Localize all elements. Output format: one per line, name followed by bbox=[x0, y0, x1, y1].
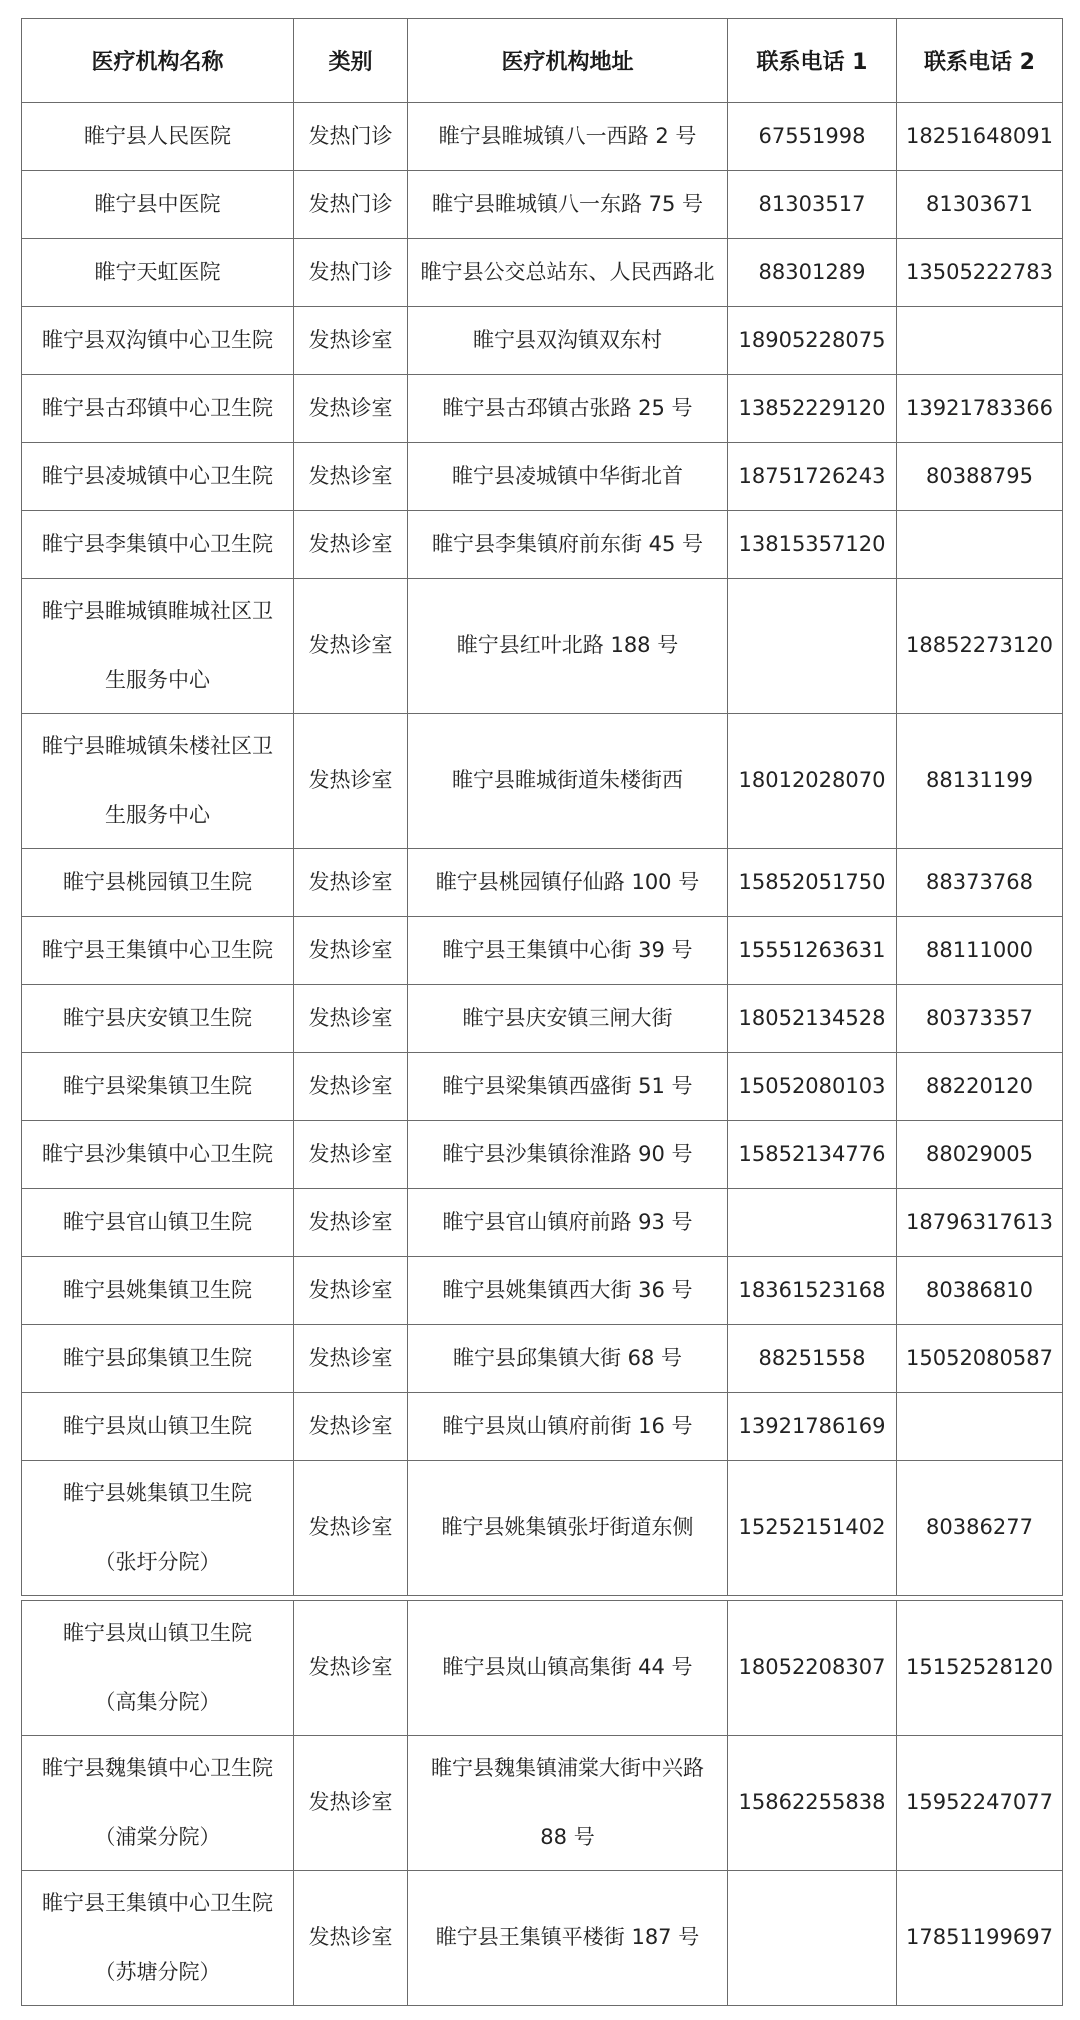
facility-name bbox=[22, 714, 294, 849]
facility-category bbox=[294, 917, 408, 985]
facility-address bbox=[408, 1736, 728, 1871]
facility-address bbox=[408, 1257, 728, 1325]
facility-name-line1: 睢宁县王集镇中心卫生院 bbox=[42, 937, 273, 962]
facility-name bbox=[22, 985, 294, 1053]
facility-category-line1: 发热诊室 bbox=[308, 1005, 393, 1030]
phone-2 bbox=[897, 1461, 1063, 1596]
facility-category-line1: 发热诊室 bbox=[308, 869, 393, 894]
facility-address-line1: 睢宁县梁集镇西盛街 51 号 bbox=[442, 1073, 693, 1098]
phone-2-line1: 80386277 bbox=[926, 1515, 1033, 1540]
phone-1-line1: 18012028070 bbox=[738, 768, 886, 793]
facility-category-line1: 发热诊室 bbox=[308, 327, 393, 352]
phone-1-line1: 18751726243 bbox=[738, 463, 886, 488]
phone-2 bbox=[897, 103, 1063, 171]
phone-1 bbox=[728, 1053, 897, 1121]
facility-name-line1: 睢宁县古邳镇中心卫生院 bbox=[42, 395, 273, 420]
facility-category-line1: 发热诊室 bbox=[308, 768, 393, 793]
facility-name-line1: 睢宁县人民医院 bbox=[84, 123, 231, 148]
facility-name bbox=[22, 1189, 294, 1257]
facility-name-line2: 生服务中心 bbox=[105, 802, 210, 827]
facility-address-line1: 睢宁县姚集镇张圩街道东侧 bbox=[441, 1515, 694, 1540]
facility-name-line1: 睢宁县姚集镇卫生院 bbox=[63, 1481, 252, 1506]
facility-address-line1: 睢宁县睢城镇八一西路 2 号 bbox=[438, 123, 697, 148]
phone-1-line1: 15852134776 bbox=[738, 1141, 886, 1166]
phone-1 bbox=[728, 1393, 897, 1461]
facility-address bbox=[408, 985, 728, 1053]
table-row bbox=[22, 1461, 1063, 1596]
facility-address bbox=[408, 1601, 728, 1736]
phone-1-line1: 13815357120 bbox=[738, 531, 886, 556]
facility-name-line1: 睢宁县睢城镇睢城社区卫 bbox=[42, 599, 273, 624]
facility-name-line1: 睢宁县王集镇中心卫生院 bbox=[42, 1891, 273, 1916]
facility-address bbox=[408, 579, 728, 714]
facility-address bbox=[408, 917, 728, 985]
facility-address bbox=[408, 1461, 728, 1596]
phone-2 bbox=[897, 511, 1063, 579]
table-row bbox=[22, 1189, 1063, 1257]
facility-table-continued-body bbox=[22, 1601, 1063, 2006]
facility-address-line1: 睢宁县桃园镇仔仙路 100 号 bbox=[435, 869, 700, 894]
phone-1 bbox=[728, 171, 897, 239]
phone-2 bbox=[897, 1393, 1063, 1461]
facility-category-line1: 发热诊室 bbox=[308, 1073, 393, 1098]
phone-2-line1: 18251648091 bbox=[906, 123, 1053, 148]
phone-2-line1: 18852273120 bbox=[906, 633, 1053, 658]
phone-1-line1: 18052208307 bbox=[738, 1655, 886, 1680]
facility-address-line1: 睢宁县岚山镇高集街 44 号 bbox=[442, 1655, 693, 1680]
facility-name bbox=[22, 103, 294, 171]
facility-category bbox=[294, 375, 408, 443]
phone-1 bbox=[728, 1121, 897, 1189]
phone-1 bbox=[728, 1325, 897, 1393]
phone-2-line1: 13921783366 bbox=[906, 395, 1053, 420]
table-row bbox=[22, 443, 1063, 511]
facility-category bbox=[294, 239, 408, 307]
facility-name bbox=[22, 443, 294, 511]
table-row bbox=[22, 1053, 1063, 1121]
facility-address bbox=[408, 714, 728, 849]
phone-2-line1: 88111000 bbox=[926, 937, 1033, 962]
phone-2-line1: 88131199 bbox=[926, 768, 1033, 793]
facility-address-line1: 睢宁县沙集镇徐淮路 90 号 bbox=[442, 1141, 693, 1166]
facility-name bbox=[22, 1393, 294, 1461]
phone-1-line1: 13921786169 bbox=[738, 1413, 886, 1438]
phone-2 bbox=[897, 849, 1063, 917]
facility-address bbox=[408, 443, 728, 511]
table-row bbox=[22, 579, 1063, 714]
facility-name-line2: 生服务中心 bbox=[105, 667, 210, 692]
facility-address-line1: 睢宁县岚山镇府前街 16 号 bbox=[442, 1413, 693, 1438]
phone-1-line1: 15551263631 bbox=[738, 937, 886, 962]
phone-2-line1: 88220120 bbox=[926, 1073, 1033, 1098]
phone-1 bbox=[728, 1871, 897, 2006]
table-row bbox=[22, 1325, 1063, 1393]
facility-address-line1: 睢宁县双沟镇双东村 bbox=[473, 327, 662, 352]
table-row bbox=[22, 239, 1063, 307]
facility-category bbox=[294, 1257, 408, 1325]
facility-name bbox=[22, 849, 294, 917]
phone-2-line1: 81303671 bbox=[926, 191, 1033, 216]
phone-2 bbox=[897, 443, 1063, 511]
facility-category-line1: 发热门诊 bbox=[308, 123, 393, 148]
facility-name bbox=[22, 239, 294, 307]
facility-category bbox=[294, 714, 408, 849]
phone-1 bbox=[728, 1736, 897, 1871]
facility-category-line1: 发热诊室 bbox=[308, 1209, 393, 1234]
facility-name-line1: 睢宁县李集镇中心卫生院 bbox=[42, 531, 273, 556]
facility-category-line1: 发热诊室 bbox=[308, 633, 393, 658]
phone-2 bbox=[897, 1189, 1063, 1257]
phone-2 bbox=[897, 239, 1063, 307]
phone-2 bbox=[897, 1601, 1063, 1736]
facility-address bbox=[408, 1053, 728, 1121]
facility-category bbox=[294, 171, 408, 239]
facility-name-line1: 睢宁天虹医院 bbox=[94, 259, 221, 284]
phone-1 bbox=[728, 985, 897, 1053]
table-row bbox=[22, 985, 1063, 1053]
phone-1 bbox=[728, 103, 897, 171]
facility-name bbox=[22, 375, 294, 443]
facility-category bbox=[294, 849, 408, 917]
facility-name bbox=[22, 1325, 294, 1393]
facility-name-line1: 睢宁县邱集镇卫生院 bbox=[63, 1345, 252, 1370]
phone-2-line1: 80373357 bbox=[926, 1005, 1033, 1030]
phone-2 bbox=[897, 714, 1063, 849]
facility-name-line1: 睢宁县官山镇卫生院 bbox=[63, 1209, 252, 1234]
phone-2-line1: 15052080587 bbox=[906, 1345, 1053, 1370]
facility-category bbox=[294, 1461, 408, 1596]
facility-category-line1: 发热诊室 bbox=[308, 1925, 393, 1950]
facility-name-line1: 睢宁县梁集镇卫生院 bbox=[63, 1073, 252, 1098]
table-row bbox=[22, 1601, 1063, 1736]
facility-address bbox=[408, 1121, 728, 1189]
phone-2 bbox=[897, 985, 1063, 1053]
phone-1-line1: 13852229120 bbox=[738, 395, 886, 420]
phone-2-line1: 80388795 bbox=[926, 463, 1033, 488]
facility-category-line1: 发热诊室 bbox=[308, 937, 393, 962]
facility-address bbox=[408, 239, 728, 307]
phone-2-line1: 15952247077 bbox=[906, 1790, 1053, 1815]
facility-name-line1: 睢宁县中医院 bbox=[94, 191, 221, 216]
facility-address bbox=[408, 1393, 728, 1461]
header-phone2: 联系电话 2 bbox=[897, 19, 1063, 103]
table-row bbox=[22, 375, 1063, 443]
phone-1-line1: 15052080103 bbox=[738, 1073, 886, 1098]
facility-name-line2: （浦棠分院） bbox=[94, 1824, 221, 1849]
phone-1 bbox=[728, 239, 897, 307]
facility-address-line1: 睢宁县官山镇府前路 93 号 bbox=[442, 1209, 693, 1234]
facility-category bbox=[294, 443, 408, 511]
facility-category bbox=[294, 1601, 408, 1736]
facility-name-line1: 睢宁县桃园镇卫生院 bbox=[63, 869, 252, 894]
facility-name bbox=[22, 307, 294, 375]
phone-1-line1: 67551998 bbox=[758, 123, 866, 148]
facility-category-line1: 发热诊室 bbox=[308, 1277, 393, 1302]
facility-category bbox=[294, 1393, 408, 1461]
facility-address-line1: 睢宁县公交总站东、人民西路北 bbox=[420, 259, 715, 284]
phone-2 bbox=[897, 917, 1063, 985]
phone-1 bbox=[728, 307, 897, 375]
phone-2 bbox=[897, 1053, 1063, 1121]
header-phone1: 联系电话 1 bbox=[728, 19, 897, 103]
facility-category bbox=[294, 1121, 408, 1189]
phone-1 bbox=[728, 714, 897, 849]
facility-category bbox=[294, 579, 408, 714]
phone-1-line1: 15852051750 bbox=[738, 869, 886, 894]
phone-1 bbox=[728, 917, 897, 985]
phone-1-line1: 15862255838 bbox=[738, 1790, 886, 1815]
facility-address-line1: 睢宁县魏集镇浦棠大街中兴路 bbox=[431, 1756, 704, 1781]
phone-2-line1: 88029005 bbox=[926, 1141, 1033, 1166]
facility-name-line2: （苏塘分院） bbox=[94, 1959, 221, 1984]
table-row bbox=[22, 307, 1063, 375]
phone-2 bbox=[897, 1121, 1063, 1189]
phone-1 bbox=[728, 511, 897, 579]
table-row bbox=[22, 1121, 1063, 1189]
facility-address-line1: 睢宁县庆安镇三闸大街 bbox=[462, 1005, 673, 1030]
phone-1-line1: 15252151402 bbox=[738, 1515, 886, 1540]
phone-2-line1: 88373768 bbox=[926, 869, 1033, 894]
facility-name bbox=[22, 511, 294, 579]
phone-2 bbox=[897, 375, 1063, 443]
facility-category-line1: 发热诊室 bbox=[308, 1141, 393, 1166]
facility-category-line1: 发热诊室 bbox=[308, 1413, 393, 1438]
header-address: 医疗机构地址 bbox=[408, 19, 728, 103]
facility-category bbox=[294, 1189, 408, 1257]
facility-name-line1: 睢宁县沙集镇中心卫生院 bbox=[42, 1141, 273, 1166]
facility-category-line1: 发热门诊 bbox=[308, 259, 393, 284]
facility-category-line1: 发热诊室 bbox=[308, 1655, 393, 1680]
facility-address bbox=[408, 171, 728, 239]
facility-category bbox=[294, 1871, 408, 2006]
table-row bbox=[22, 171, 1063, 239]
table-row bbox=[22, 511, 1063, 579]
phone-1 bbox=[728, 1257, 897, 1325]
phone-1-line1: 88301289 bbox=[758, 259, 866, 284]
table-row bbox=[22, 714, 1063, 849]
facility-address-line1: 睢宁县姚集镇西大街 36 号 bbox=[442, 1277, 693, 1302]
header-row bbox=[22, 19, 1063, 103]
facility-name-line1: 睢宁县岚山镇卫生院 bbox=[63, 1621, 252, 1646]
facility-name-line1: 睢宁县庆安镇卫生院 bbox=[63, 1005, 252, 1030]
table-row bbox=[22, 917, 1063, 985]
phone-2 bbox=[897, 579, 1063, 714]
facility-name bbox=[22, 1601, 294, 1736]
facility-name bbox=[22, 1461, 294, 1596]
facility-address-line1: 睢宁县王集镇中心街 39 号 bbox=[442, 937, 693, 962]
phone-2-line1: 17851199697 bbox=[906, 1925, 1053, 1950]
facility-address-line1: 睢宁县李集镇府前东街 45 号 bbox=[431, 531, 704, 556]
table-row bbox=[22, 849, 1063, 917]
facility-table-continued bbox=[21, 1600, 1063, 2006]
facility-address-line1: 睢宁县古邳镇古张路 25 号 bbox=[442, 395, 693, 420]
facility-name bbox=[22, 1053, 294, 1121]
phone-2 bbox=[897, 307, 1063, 375]
header-name: 医疗机构名称 bbox=[22, 19, 294, 103]
phone-2 bbox=[897, 171, 1063, 239]
phone-1 bbox=[728, 579, 897, 714]
facility-name bbox=[22, 917, 294, 985]
phone-1-line1: 81303517 bbox=[758, 191, 866, 216]
facility-address bbox=[408, 511, 728, 579]
facility-name-line1: 睢宁县姚集镇卫生院 bbox=[63, 1277, 252, 1302]
phone-2-line1: 15152528120 bbox=[906, 1655, 1053, 1680]
facility-category-line1: 发热诊室 bbox=[308, 1345, 393, 1370]
facility-category-line1: 发热诊室 bbox=[308, 531, 393, 556]
facility-address bbox=[408, 1189, 728, 1257]
phone-2-line1: 80386810 bbox=[926, 1277, 1033, 1302]
phone-1 bbox=[728, 1461, 897, 1596]
facility-address-line1: 睢宁县邱集镇大街 68 号 bbox=[452, 1345, 683, 1370]
facility-table-body bbox=[22, 19, 1063, 1596]
facility-name bbox=[22, 1871, 294, 2006]
facility-category-line1: 发热诊室 bbox=[308, 1790, 393, 1815]
facility-category-line1: 发热诊室 bbox=[308, 395, 393, 420]
facility-address bbox=[408, 1325, 728, 1393]
facility-category bbox=[294, 1325, 408, 1393]
facility-address-line1: 睢宁县凌城镇中华街北首 bbox=[452, 463, 683, 488]
table-row bbox=[22, 1393, 1063, 1461]
facility-address-line2: 88 号 bbox=[540, 1824, 595, 1849]
facility-category bbox=[294, 307, 408, 375]
facility-name-line2: （高集分院） bbox=[94, 1689, 221, 1714]
phone-2 bbox=[897, 1736, 1063, 1871]
phone-1-line1: 18052134528 bbox=[738, 1005, 886, 1030]
facility-name-line1: 睢宁县睢城镇朱楼社区卫 bbox=[42, 734, 273, 759]
facility-name-line1: 睢宁县双沟镇中心卫生院 bbox=[42, 327, 273, 352]
phone-1-line1: 18361523168 bbox=[738, 1277, 886, 1302]
table-row bbox=[22, 1257, 1063, 1325]
facility-name bbox=[22, 579, 294, 714]
phone-1 bbox=[728, 443, 897, 511]
facility-name bbox=[22, 1121, 294, 1189]
facility-address bbox=[408, 849, 728, 917]
facility-address-line1: 睢宁县睢城街道朱楼街西 bbox=[452, 768, 683, 793]
table-row bbox=[22, 1871, 1063, 2006]
facility-category bbox=[294, 985, 408, 1053]
phone-2 bbox=[897, 1325, 1063, 1393]
facility-name bbox=[22, 1736, 294, 1871]
facility-address bbox=[408, 103, 728, 171]
facility-category bbox=[294, 103, 408, 171]
table-row bbox=[22, 1736, 1063, 1871]
phone-1 bbox=[728, 849, 897, 917]
facility-address-line1: 睢宁县睢城镇八一东路 75 号 bbox=[431, 191, 704, 216]
facility-category-line1: 发热门诊 bbox=[308, 191, 393, 216]
facility-category bbox=[294, 1053, 408, 1121]
facility-address bbox=[408, 1871, 728, 2006]
facility-name bbox=[22, 1257, 294, 1325]
facility-name-line1: 睢宁县魏集镇中心卫生院 bbox=[42, 1756, 273, 1781]
phone-1 bbox=[728, 1189, 897, 1257]
phone-2 bbox=[897, 1257, 1063, 1325]
phone-2 bbox=[897, 1871, 1063, 2006]
facility-name-line1: 睢宁县凌城镇中心卫生院 bbox=[42, 463, 273, 488]
facility-name-line1: 睢宁县岚山镇卫生院 bbox=[63, 1413, 252, 1438]
phone-1 bbox=[728, 1601, 897, 1736]
facility-address bbox=[408, 375, 728, 443]
phone-1 bbox=[728, 375, 897, 443]
facility-table bbox=[21, 18, 1063, 1596]
facility-category bbox=[294, 1736, 408, 1871]
table-row bbox=[22, 103, 1063, 171]
header-category: 类别 bbox=[294, 19, 408, 103]
phone-2-line1: 13505222783 bbox=[906, 259, 1053, 284]
facility-name-line2: （张圩分院） bbox=[94, 1549, 221, 1574]
facility-category bbox=[294, 511, 408, 579]
facility-category-line1: 发热诊室 bbox=[308, 1515, 393, 1540]
facility-address bbox=[408, 307, 728, 375]
facility-name bbox=[22, 171, 294, 239]
phone-1-line1: 88251558 bbox=[758, 1345, 866, 1370]
facility-address-line1: 睢宁县王集镇平楼街 187 号 bbox=[435, 1925, 700, 1950]
facility-address-line1: 睢宁县红叶北路 188 号 bbox=[456, 633, 679, 658]
facility-category-line1: 发热诊室 bbox=[308, 463, 393, 488]
phone-1-line1: 18905228075 bbox=[738, 327, 886, 352]
phone-2-line1: 18796317613 bbox=[906, 1209, 1053, 1234]
